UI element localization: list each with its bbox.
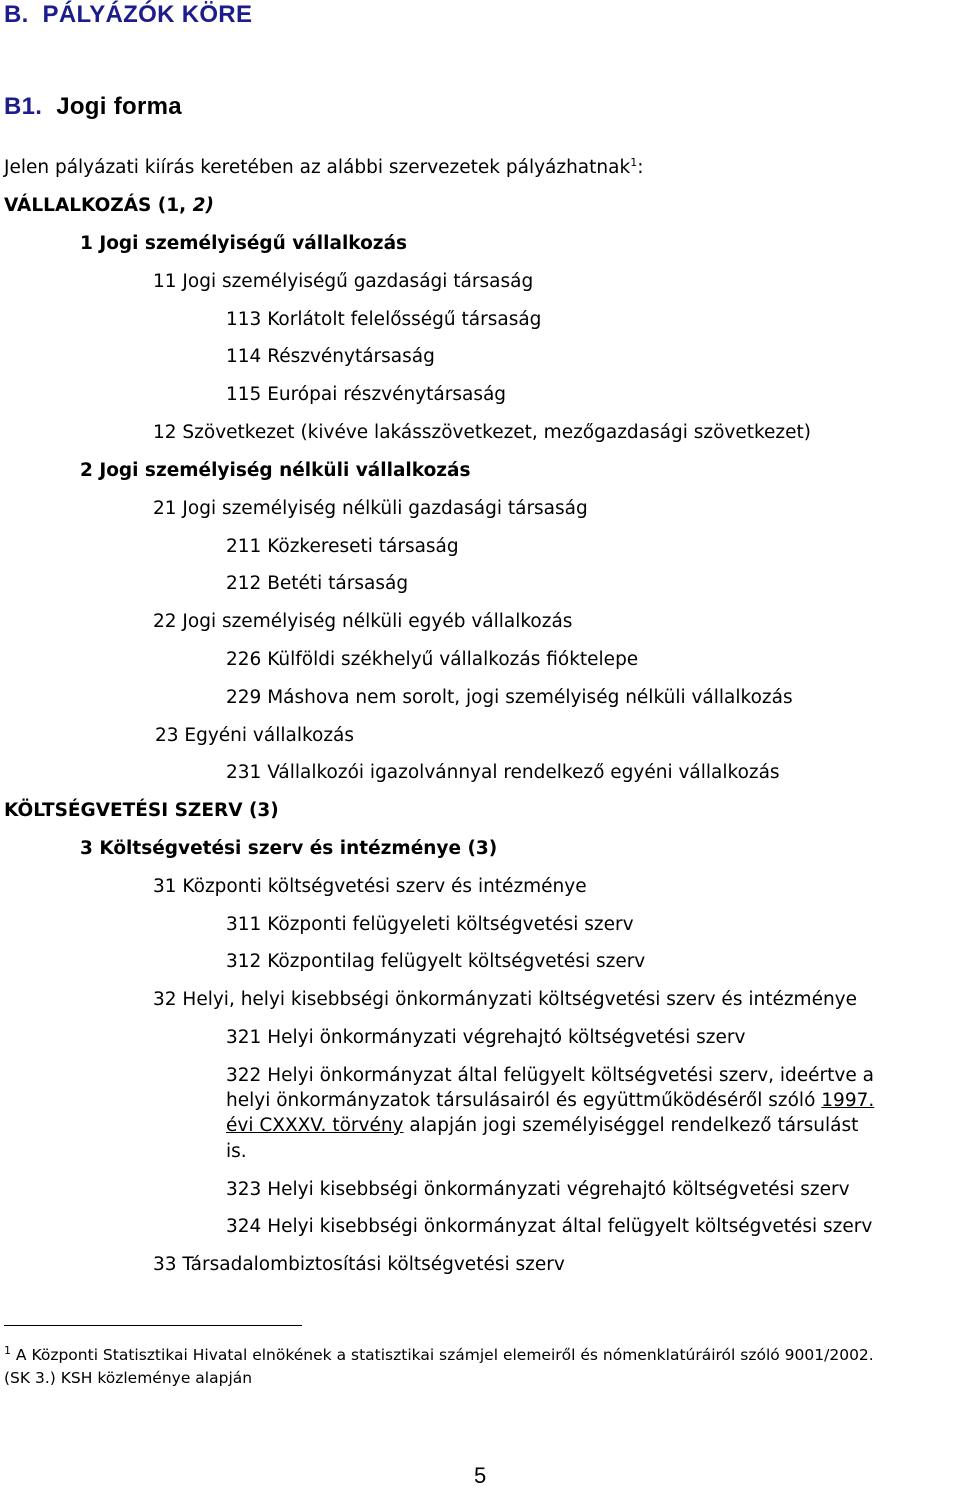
page-number: 5 [474,1463,487,1488]
item-3: 3 Költségvetési szerv és intézménye (3) [80,838,498,859]
item-33: 33 Társadalombiztosítási költségvetési szerv [153,1254,565,1275]
item-324: 324 Helyi kisebbségi önkormányzat által felügyelt költségvetési szerv [226,1216,873,1237]
footnote-ref: 1 [630,155,638,169]
item-22: 22 Jogi személyiség nélküli egyéb vállalkozás [153,611,573,632]
footnote-number: 1 [4,1343,11,1357]
law-link-part-1[interactable]: 1997. [821,1090,875,1111]
intro-paragraph [4,157,643,179]
item-23: 23 Egyéni vállalkozás [155,725,355,746]
item-312: 312 Központilag felügyelt költségvetési szerv [226,951,646,972]
item-321: 321 Helyi önkormányzati végrehajtó költségvetési szerv [226,1027,746,1048]
item-226: 226 Külföldi székhelyű vállalkozás fióktelepe [226,649,639,670]
item-322-line-1: 322 Helyi önkormányzat által felügyelt költségvetési szerv, ideértve a [226,1065,874,1086]
item-322-line-2 [226,1090,874,1112]
category-vallalkozas [4,195,214,217]
subsection-heading-prefix: B1. [4,93,43,120]
footnote-divider [4,1325,302,1326]
item-229: 229 Máshova nem sorolt, jogi személyiség nélküli vállalkozás [226,687,793,708]
item-32: 32 Helyi, helyi kisebbségi önkormányzati költségvetési szerv és intézménye [153,989,858,1010]
section-heading-prefix: B. [4,1,29,28]
item-115: 115 Európai részvénytársaság [226,384,507,405]
item-21: 21 Jogi személyiség nélküli gazdasági társaság [153,498,588,519]
item-114: 114 Részvénytársaság [226,346,435,367]
item-323: 323 Helyi kisebbségi önkormányzati végrehajtó költségvetési szerv [226,1179,850,1200]
item-1: 1 Jogi személyiségű vállalkozás [80,233,408,254]
item-322-text-cont: alapján jogi személyiséggel rendelkező társulást [403,1115,859,1136]
intro-suffix: : [637,157,644,178]
item-2: 2 Jogi személyiség nélküli vállalkozás [80,460,471,481]
category-koltsegvetesi-szerv: KÖLTSÉGVETÉSI SZERV (3) [4,800,279,821]
subsection-heading [4,93,182,120]
item-11: 11 Jogi személyiségű gazdasági társaság [153,271,534,292]
footnote-line-1 [4,1345,874,1365]
law-link-part-2[interactable]: évi CXXXV. törvény [226,1115,404,1136]
category-1-italic: 2) [192,195,214,216]
item-311: 311 Központi felügyeleti költségvetési szerv [226,914,634,935]
item-113: 113 Korlátolt felelősségű társaság [226,309,542,330]
item-322-line-4: is. [226,1141,247,1162]
item-12: 12 Szövetkezet (kivéve lakásszövetkezet, mezőgazdasági szövetkezet) [153,422,811,443]
item-231: 231 Vállalkozói igazolvánnyal rendelkező egyéni vállalkozás [226,762,780,783]
section-heading-text: PÁLYÁZÓK KÖRE [42,1,253,28]
item-212: 212 Betéti társaság [226,573,409,594]
item-322-line-3 [226,1115,858,1137]
category-1-text: VÁLLALKOZÁS (1, [4,195,193,216]
item-31: 31 Központi költségvetési szerv és intézménye [153,876,587,897]
footnote-text-1: A Központi Statisztikai Hivatal elnökének a statisztikai számjel elemeiről és nómenklatúráiról szóló 9001/2002. [11,1346,874,1364]
intro-text: Jelen pályázati kiírás keretében az alábbi szervezetek pályázhatnak [4,157,631,178]
item-211: 211 Közkereseti társaság [226,536,459,557]
footnote-line-2: (SK 3.) KSH közleménye alapján [4,1369,253,1387]
section-heading [4,1,253,28]
subsection-heading-text: Jogi forma [56,93,182,120]
item-322-text: helyi önkormányzatok társulásairól és együttműködéséről szóló [226,1090,822,1111]
